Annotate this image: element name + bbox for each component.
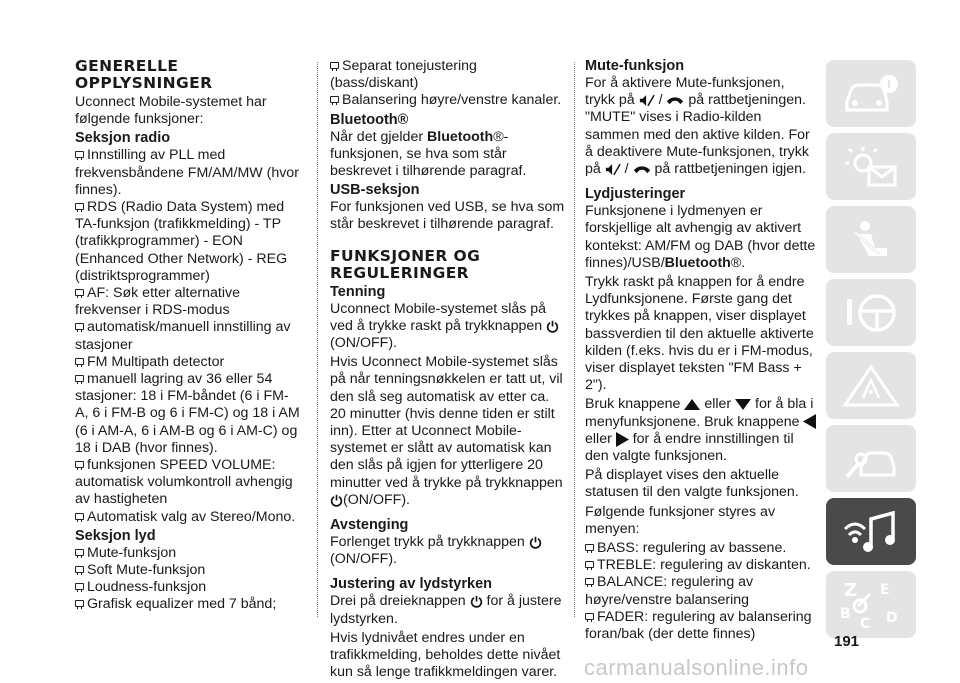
bullet-icon xyxy=(75,600,84,607)
bullet-icon xyxy=(585,613,594,620)
list-item: BASS: regulering av bassene. xyxy=(585,540,818,557)
bullet-icon xyxy=(75,583,84,590)
switch-off-text: Forlenget trykk på trykknappen (ON/OFF). xyxy=(330,534,566,568)
car-info-icon xyxy=(841,72,901,116)
heading-volume: Justering av lydstyrken xyxy=(330,576,492,593)
chapter-tabs xyxy=(826,60,916,644)
list-item: Balansering høyre/venstre kanaler. xyxy=(330,92,566,109)
warning-road-icon xyxy=(841,364,901,408)
list-item: FADER: regulering av balansering foran/bak (der dette finnes) xyxy=(585,608,812,643)
bullet-icon xyxy=(75,358,84,365)
list-item: Mute-funksjon xyxy=(75,545,300,562)
bullet-icon xyxy=(75,461,84,468)
triangle-down-icon xyxy=(735,399,751,410)
heading-bluetooth: Bluetooth® xyxy=(330,111,409,128)
bullet-icon xyxy=(75,203,84,210)
bullet-icon xyxy=(330,96,339,103)
column-2 xyxy=(330,58,566,683)
power-button-icon xyxy=(330,494,343,507)
tab-emergency[interactable] xyxy=(826,352,916,419)
svg-text:C: C xyxy=(860,615,871,632)
list-item: TREBLE: regulering av diskanten. xyxy=(585,557,818,574)
triangle-left-icon xyxy=(803,414,816,429)
tab-index[interactable] xyxy=(826,571,916,638)
bullet-icon xyxy=(585,544,594,551)
sound-feature-list xyxy=(75,545,300,614)
heading-radio-section: Seksjon radio xyxy=(75,130,171,147)
svg-text:Z: Z xyxy=(844,579,858,601)
watermark: carmanualsonline.info xyxy=(584,655,809,680)
list-item: funksjonen SPEED VOLUME: automatisk volumkontroll avhengig av hastigheten xyxy=(75,457,293,508)
tab-lights-messages[interactable] xyxy=(826,133,916,200)
svg-text:i: i xyxy=(887,77,891,91)
bullet-icon xyxy=(75,375,84,382)
list-item: Innstilling av PLL med frekvensbåndene FM/AM/MW (hvor finnes). xyxy=(75,147,299,198)
heading-usb: USB-seksjon xyxy=(330,182,420,199)
lights-mail-icon xyxy=(841,145,901,189)
tab-car-info[interactable] xyxy=(826,60,916,127)
heading-audio-settings: Lydjusteringer xyxy=(585,186,686,203)
heading-general-info: GENERELLE OPPLYSNINGER xyxy=(75,57,213,92)
tab-multimedia[interactable] xyxy=(826,498,916,565)
svg-text:B: B xyxy=(840,605,851,622)
audio-settings-text-1: Funksjonene i lydmenyen er forskjellige alt avhengig av aktivert kontekst: AM/FM og DAB (hvor dette finnes)/USB/Bluetooth®. xyxy=(585,203,816,271)
intro-text: Uconnect Mobile-systemet har følgende funksjoner: xyxy=(75,94,267,128)
seat-airbag-icon xyxy=(841,218,901,262)
phone-hangup-icon xyxy=(666,95,684,106)
list-item: Separat tonejustering (bass/diskant) xyxy=(330,58,477,92)
column-1 xyxy=(75,58,300,614)
audio-settings-text-3: Bruk knappene eller for å bla i menyfunksjonene. Bruk knappene eller for å endre innstillingen til den valgte funksjonen. xyxy=(585,396,818,465)
list-item: FM Multipath detector xyxy=(75,354,300,371)
steering-wheel-icon xyxy=(841,291,901,335)
bullet-icon xyxy=(75,151,84,158)
column-3 xyxy=(585,58,818,643)
list-item: AF: Søk etter alternative frekvenser i RDS-modus xyxy=(75,285,240,319)
triangle-right-icon xyxy=(616,432,629,447)
heading-ignition: Tenning xyxy=(330,283,386,300)
heading-mute: Mute-funksjon xyxy=(585,58,685,74)
phone-hangup-icon xyxy=(633,164,651,175)
bullet-icon xyxy=(75,513,84,520)
power-button-icon xyxy=(470,595,483,608)
usb-text: For funksjonen ved USB, se hva som står beskrevet i tilhørende paragraf. xyxy=(330,199,565,233)
bluetooth-text: Når det gjelder Bluetooth®-funksjonen, se hva som står beskrevet i tilhørende paragraf. xyxy=(330,128,527,180)
list-item: Loudness-funksjon xyxy=(75,579,300,596)
bullet-icon xyxy=(75,549,84,556)
svg-text:D: D xyxy=(886,609,898,626)
radio-feature-list xyxy=(75,147,300,525)
bullet-icon xyxy=(585,561,594,568)
column-divider xyxy=(574,62,575,617)
bullet-icon xyxy=(75,323,84,330)
list-item: BALANCE: regulering av høyre/venstre balansering xyxy=(585,574,754,608)
list-item: manuell lagring av 36 eller 54 stasjoner: 18 i FM-båndet (6 i FM-A, 6 i FM-B og 6 i FM-C) og 18 i AM (6 i AM-A, 6 i AM-B og 6 i AM-C) og 18 i DAB (hvor finnes). xyxy=(75,371,300,456)
audio-settings-text-5: Følgende funksjoner styres av menyen: xyxy=(585,503,776,537)
heading-functions: FUNKSJONER OG REGULERINGER xyxy=(330,246,481,282)
page-number: 191 xyxy=(834,633,860,650)
ignition-text-2: Hvis Uconnect Mobile-systemet slås på når tenningsnøkkelen er tatt ut, vil den slå seg automatisk av etter ca. 20 minutter (hvis denne tiden er stilt inn). Etter at Uconnect Mobile-systemet er slått av automatisk kan den slås på igjen for ytterligere 20 minutter ved å trykke på trykknappen (ON/OFF). xyxy=(330,354,563,508)
wrench-car-icon xyxy=(841,437,901,481)
mute-icon xyxy=(605,163,621,176)
bullet-icon xyxy=(75,289,84,296)
power-button-icon xyxy=(546,320,559,333)
audio-nav-icon xyxy=(841,507,901,557)
column-divider xyxy=(317,62,318,617)
svg-text:E: E xyxy=(880,581,890,598)
tab-starting-driving[interactable] xyxy=(826,279,916,346)
bullet-icon xyxy=(75,566,84,573)
volume-text-1: Drei på dreieknappen for å justere lydstyrken. xyxy=(330,593,562,627)
ignition-text-1: Uconnect Mobile-systemet slås på ved å trykke raskt på trykknappen (ON/OFF). xyxy=(330,301,566,353)
heading-sound-section: Seksjon lyd xyxy=(75,527,156,544)
list-item: automatisk/manuell innstilling av stasjoner xyxy=(75,319,291,353)
tab-maintenance[interactable] xyxy=(826,425,916,492)
triangle-up-icon xyxy=(684,399,700,410)
mute-icon xyxy=(639,94,655,107)
list-item: RDS (Radio Data System) med TA-funksjon (trafikkmelding) - TP (trafikkprogrammer) - EON (Enhanced Other Network) - REG (distriktsprogrammer) xyxy=(75,199,288,284)
list-item: Soft Mute-funksjon xyxy=(75,562,300,579)
list-item: Grafisk equalizer med 7 bånd; xyxy=(75,596,300,613)
audio-settings-text-4: På displayet vises den aktuelle statusen til den valgte funksjonen. xyxy=(585,467,799,501)
tab-safety[interactable] xyxy=(826,206,916,273)
list-item: Automatisk valg av Stereo/Mono. xyxy=(75,509,300,526)
audio-settings-text-2: Trykk raskt på knappen for å endre Lydfunksjonene. Første gang det trykkes på knappen, viser displayet bassverdien til den aktuelle aktiverte kilden (f.eks. hvis du er i FM-modus, viser displayet teksten "FM Bass + 2"). xyxy=(585,274,814,394)
heading-switch-off: Avstenging xyxy=(330,517,409,534)
volume-text-2: Hvis lydnivået endres under en trafikkmelding, beholdes dette nivået kun så lenge trafikkmeldingen varer. xyxy=(330,629,561,681)
bullet-icon xyxy=(585,578,594,585)
bullet-icon xyxy=(330,62,339,69)
alphabet-index-icon xyxy=(836,578,906,632)
power-button-icon xyxy=(529,536,542,549)
audio-menu-list xyxy=(585,540,818,643)
mute-text: For å aktivere Mute-funksjonen, trykk på / på rattbetjeningen. "MUTE" vises i Radio-kilden sammen med den aktive kilden. For å deaktivere Mute-funksjonen, trykk på / på rattbetjeningen igjen. xyxy=(585,75,810,178)
